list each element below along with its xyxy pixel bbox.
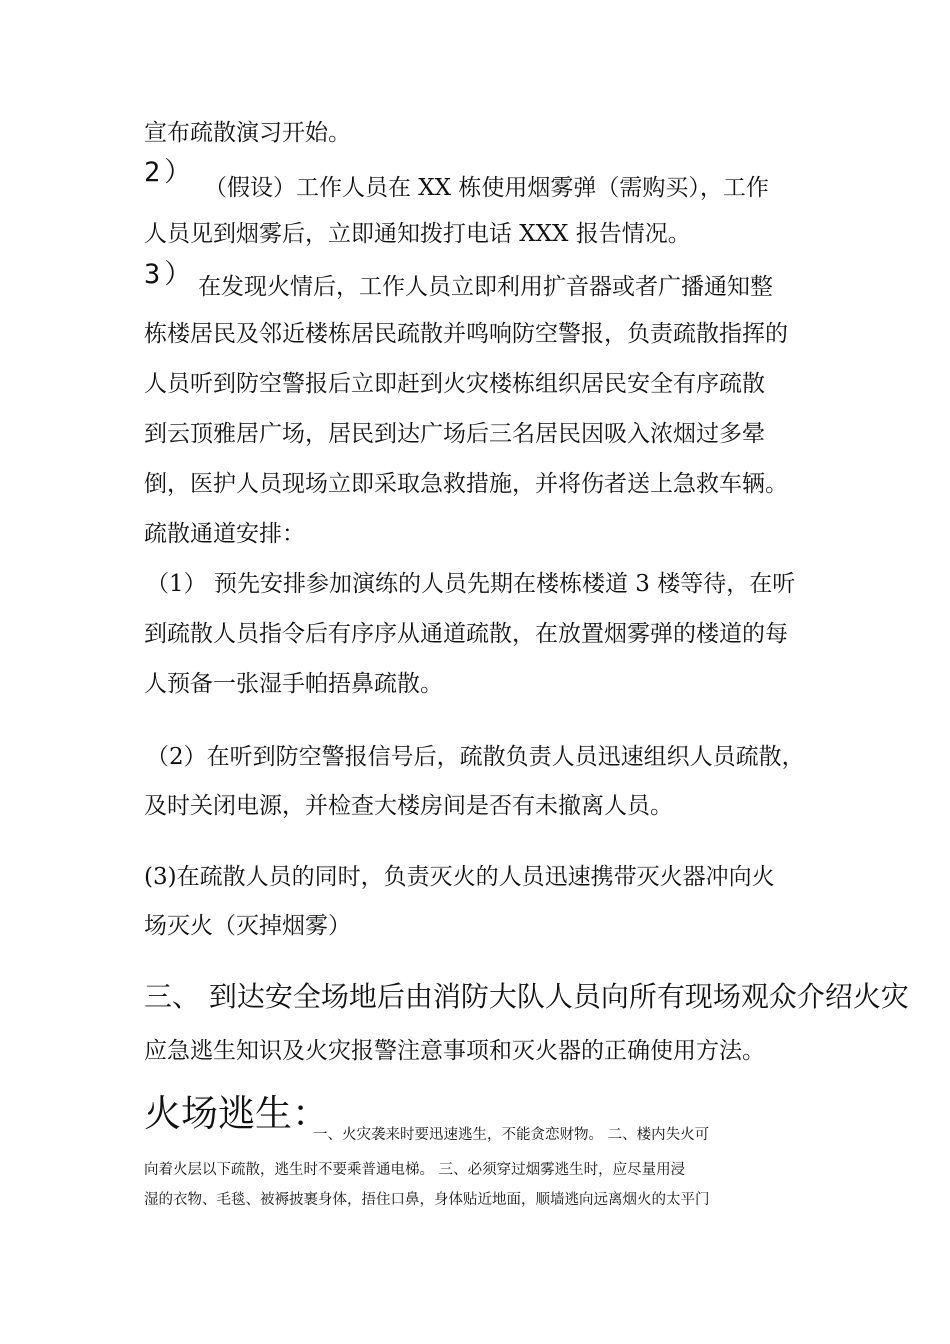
small-text-line: 一、火灾袭来时要迅速逃生，不能贪恋财物。 二、楼内失火可 [313,1127,710,1143]
text-line: 人预备一张湿手帕捂鼻疏散。 [144,671,443,697]
text-line: 倒，医护人员现场立即采取急救措施，并将伤者送上急救车辆。 [144,471,788,497]
section-heading-three: 三、 到达安全场地后由消防大队人员向所有现场观众介绍火灾 [144,980,909,1013]
text-line: 场灭火（灭掉烟雾） [144,913,351,939]
fire-escape-heading: 火场逃生： [144,1092,329,1135]
text-line: 及时关闭电源，并检查大楼房间是否有未撤离人员。 [144,793,673,819]
text-line: 到云顶雅居广场，居民到达广场后三名居民因吸入浓烟过多晕 [144,421,765,447]
text-line: 栋楼居民及邻近楼栋居民疏散并鸣响防空警报，负责疏散指挥的 [144,321,788,347]
text-line: （假设）工作人员在 XX 栋使用烟雾弹（需购买），工作 [204,175,769,201]
section-label: 疏散通道安排： [144,521,305,547]
text-line: (3)在疏散人员的同时，负责灭火的人员迅速携带灭火器冲向火 [144,864,775,890]
text-line: 在发现火情后，工作人员立即利用扩音器或者广播通知整 [198,274,773,300]
text-line: （1） 预先安排参加演练的人员先期在楼栋楼道 3 楼等待，在听 [146,571,796,597]
text-line: 应急逃生知识及火灾报警注意事项和灭火器的正确使用方法。 [144,1038,765,1064]
small-text-line: 湿的衣物、毛毯、被褥披裹身体，捂住口鼻，身体贴近地面，顺墙逃向远离烟火的太平门 [144,1192,710,1208]
text-line: 人员听到防空警报后立即赶到火灾楼栋组织居民安全有序疏散 [144,371,765,397]
text-line: 到疏散人员指令后有序序从通道疏散，在放置烟雾弹的楼道的每 [144,621,788,647]
text-line: 人员见到烟雾后，立即通知拨打电话 XXX 报告情况。 [144,221,691,247]
small-text-line: 向着火层以下疏散，逃生时不要乘普通电梯。 三、必须穿过烟雾逃生时，应尽量用浸 [144,1162,686,1178]
text-line: 宣布疏散演习开始。 [144,120,351,146]
text-line: （2）在听到防空警报信号后，疏散负责人员迅速组织人员疏散， [146,744,805,770]
item-number-3: 3） [144,259,196,290]
item-number-2: 2） [144,157,196,188]
